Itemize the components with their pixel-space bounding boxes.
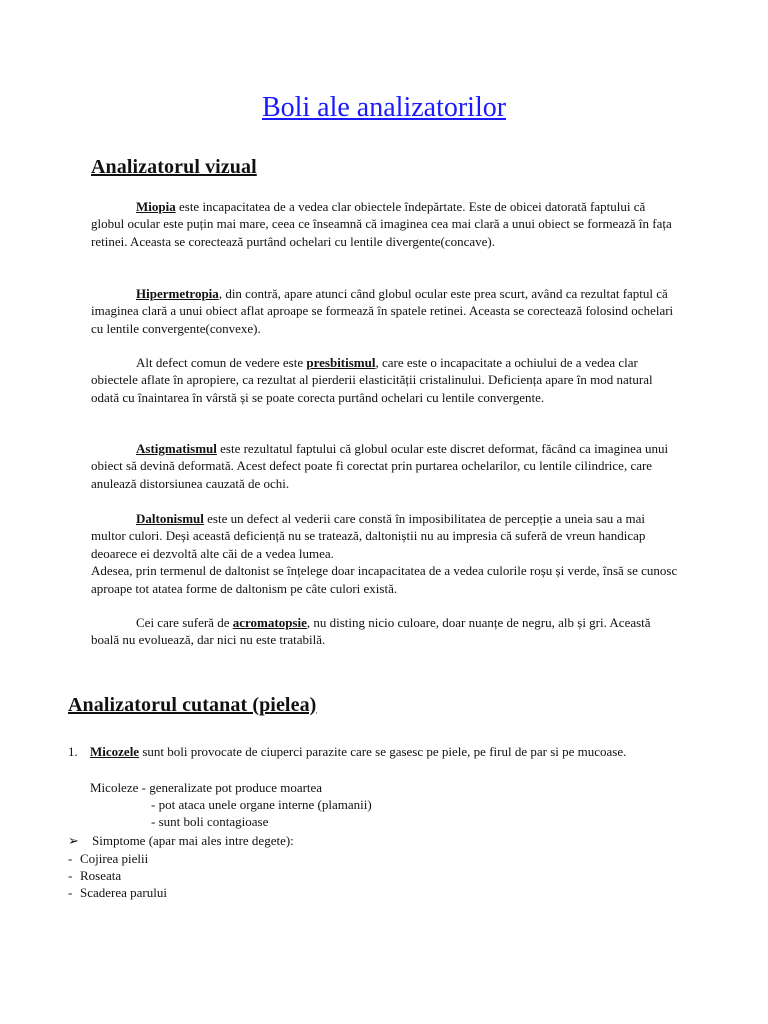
page-title: Boli ale analizatorilor (261, 92, 507, 123)
paragraph-astigmatism (91, 440, 681, 492)
list-item-text: sunt boli provocate de ciuperci parazite care se gasesc pe piele, pe firul de par si pe mucoase. (139, 744, 627, 759)
term-acromatopsie: acromatopsie (232, 615, 307, 630)
paragraph-text: , nu disting nicio culoare, doar nuanțe de negru, alb și gri. Această boală nu evoluează, dar nici nu este tratabilă. (91, 615, 651, 648)
term-daltonismul: Daltonismul (136, 511, 204, 526)
list-number: 1. (68, 744, 78, 759)
paragraph-hipermetropia (91, 285, 681, 337)
section-heading-cutaneous: Analizatorul cutanat (pielea) (68, 694, 317, 716)
paragraph-text: este un defect al vederii care constă în imposibilitatea de percepție a uneia sau a mai multor culori. Deși această deficiență nu se tratează, daltoniștii nu au impresia că suferă de vreun handicap deoarece ei dezvoltă alte căi de a vedea lumea. (91, 511, 646, 561)
arrow-bullet-icon: ➢ (68, 833, 79, 848)
symptom-item (68, 850, 148, 867)
paragraph-text: , din contră, apare atunci când globul ocular este prea scurt, având ca rezultat faptul că imaginea clară a unui obiect aflat aproape se formează în spatele retinei. Aceasta se corectează folosind ochelari cu lentile convergente(convexe). (91, 286, 674, 336)
term-hipermetropia: Hipermetropia (136, 286, 219, 301)
paragraph-miopia (91, 198, 681, 250)
list-item-micoze (68, 743, 688, 760)
symptom-text: Cojirea pielii (80, 851, 149, 866)
paragraph-text: este incapacitatea de a vedea clar obiectele îndepărtate. Este de obicei datorată faptului că globul ocular este puțin mai mare, ceea ce înseamnă că imaginea cea mai clară a unui obiect se formează în fața retinei. Aceasta se corectează purtând ochelari cu lentile divergente(concave). (91, 199, 672, 249)
micoze-line-c: - sunt boli contagioase (151, 814, 269, 829)
symptoms-label: Simptome (apar mai ales intre degete): (92, 833, 294, 848)
symptom-item (68, 867, 121, 884)
term-miopia: Miopia (136, 199, 176, 214)
paragraph-text-2: Adesea, prin termenul de daltonist se înțelege doar incapacitatea de a vedea culorile roșu și verde, însă se cunosc aproape tot atatea forme de daltonism pe câte culori există. (91, 563, 678, 596)
paragraph-text: este rezultatul faptului că globul ocular este discret deformat, făcând ca imaginea unui obiect să devină deformată. Acest defect poate fi corectat prin purtarea ochelarilor, cu lentile cilindrice, care anulează distorsiunea cauzată de ochi. (91, 441, 669, 491)
term-micozele: Micozele (90, 744, 140, 759)
dash-bullet: - (68, 885, 73, 900)
micoze-line-b: - pot ataca unele organe interne (plamanii) (151, 797, 372, 812)
dash-bullet: - (68, 868, 73, 883)
term-presbitismul: presbitismul (306, 355, 376, 370)
paragraph-daltonism (91, 510, 681, 597)
list-item-body (90, 743, 680, 760)
symptoms-header (68, 832, 294, 849)
paragraph-text-before: Cei care suferă de (136, 615, 233, 630)
paragraph-text: , care este o incapacitate a ochiului de a vedea clar obiectele aflate în apropiere, ca rezultat al pierderii elasticității cristalinului. Deficiența apare în mod natural odată cu înaintarea în vârstă și se poate corecta purtând ochelari cu lentile convergente. (91, 355, 653, 405)
symptom-text: Roseata (80, 868, 122, 883)
section-heading-visual: Analizatorul vizual (91, 156, 257, 178)
symptom-item (68, 884, 167, 901)
micoze-line-a: Micoleze - generalizate pot produce moartea (90, 780, 323, 795)
term-astigmatismul: Astigmatismul (136, 441, 217, 456)
paragraph-acromatopsie (91, 614, 681, 649)
dash-bullet: - (68, 851, 73, 866)
paragraph-text-before: Alt defect comun de vedere este (136, 355, 307, 370)
symptom-text: Scaderea parului (80, 885, 167, 900)
paragraph-presbitism (91, 354, 681, 406)
